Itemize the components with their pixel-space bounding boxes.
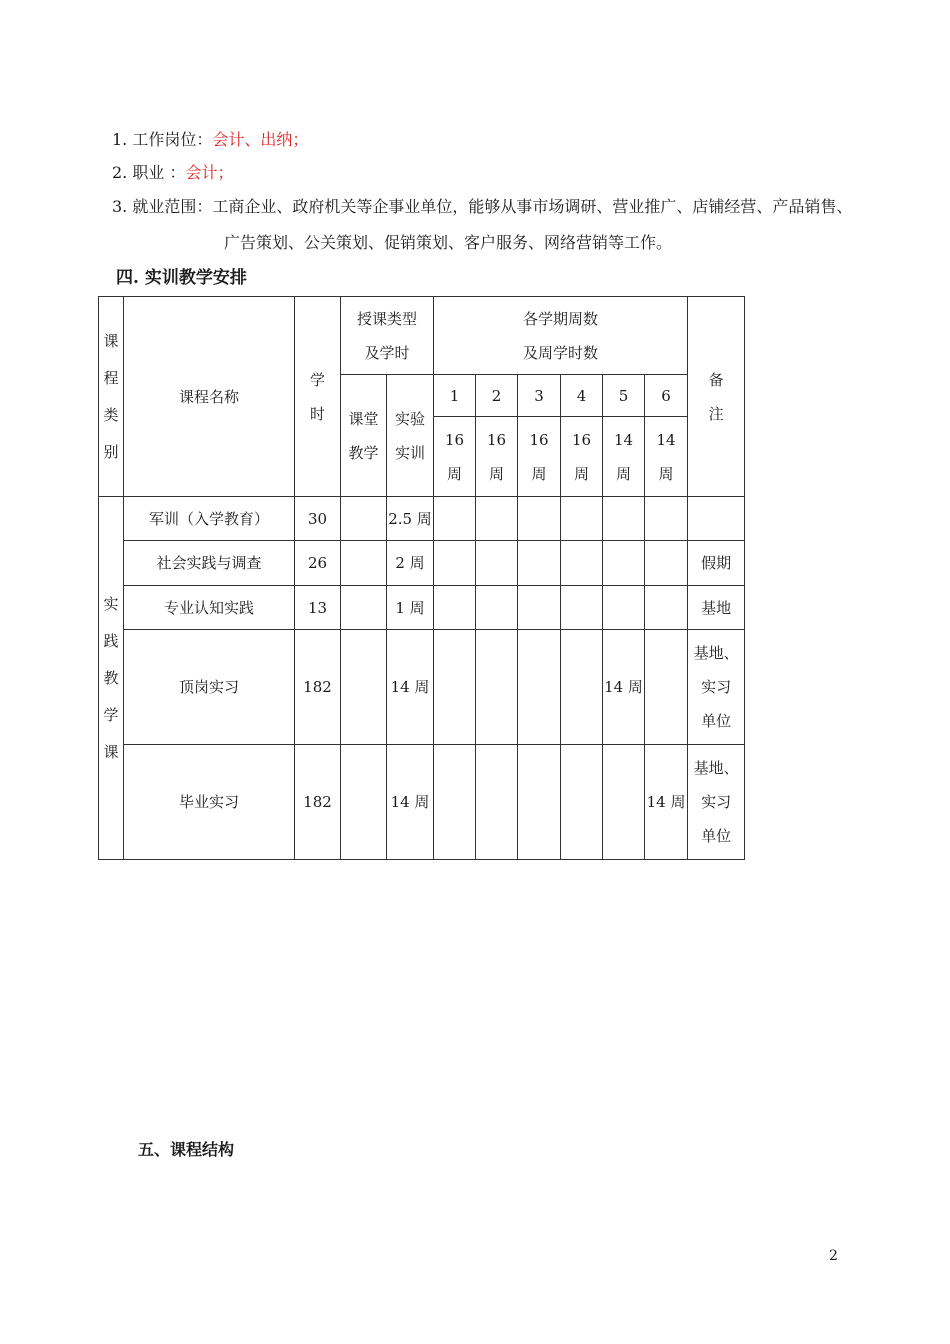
course-lab: 2 周 (387, 541, 434, 586)
employment-scope-line-2: 广告策划、公关策划、促销策划、客户服务、网络营销等工作。 (224, 233, 673, 252)
course-classroom (341, 497, 387, 541)
header-semester-4: 4 (561, 375, 603, 417)
category-practice (99, 497, 124, 860)
weeks-3-unit: 周 (531, 464, 547, 483)
course-s3 (518, 541, 561, 586)
remarks-line: 实习 (701, 678, 732, 696)
remarks-line: 基地、 (693, 759, 739, 777)
header-lab-line2: 实训 (395, 443, 426, 462)
header-teaching-type-line2: 及学时 (364, 343, 410, 362)
course-lab: 14 周 (387, 745, 434, 860)
header-classroom-line1: 课堂 (348, 409, 379, 428)
header-hours (295, 297, 341, 497)
table-row (99, 745, 745, 860)
header-semester-5: 5 (603, 375, 645, 417)
occupation-label: 2. 职业 ： (112, 163, 186, 182)
course-s6 (645, 497, 688, 541)
table-row (99, 497, 745, 541)
header-semester-3: 3 (518, 375, 561, 417)
table-row (99, 630, 745, 745)
remarks-line: 单位 (701, 712, 732, 730)
header-weeks-4 (561, 417, 603, 497)
course-hours: 182 (295, 630, 341, 745)
course-hours: 182 (295, 745, 341, 860)
course-name: 专业认知实践 (124, 586, 295, 630)
course-s3 (518, 586, 561, 630)
course-s6 (645, 541, 688, 586)
header-lab-line1: 实验 (395, 409, 426, 428)
header-teaching-type-line1: 授课类型 (357, 309, 418, 328)
remarks-line: 实习 (701, 793, 732, 811)
header-semester-group-line2: 及周学时数 (523, 343, 599, 362)
header-weeks-1 (434, 417, 476, 497)
course-s2 (476, 586, 518, 630)
course-lab: 14 周 (387, 630, 434, 745)
header-weeks-3 (518, 417, 561, 497)
course-s5 (603, 586, 645, 630)
course-s6 (645, 630, 688, 745)
header-course-name: 课程名称 (124, 297, 295, 497)
header-remarks-text: 备注 (708, 370, 724, 423)
course-s4 (561, 497, 603, 541)
course-s2 (476, 541, 518, 586)
course-remarks (688, 630, 745, 745)
header-teaching-type (341, 297, 434, 375)
header-semester-group-line1: 各学期周数 (523, 309, 599, 328)
weeks-1-unit: 周 (447, 464, 463, 483)
course-s4 (561, 745, 603, 860)
header-semester-2: 2 (476, 375, 518, 417)
course-s2 (476, 745, 518, 860)
course-remarks (688, 497, 745, 541)
course-s5 (603, 541, 645, 586)
course-s5: 14 周 (603, 630, 645, 745)
course-classroom (341, 586, 387, 630)
course-s3 (518, 630, 561, 745)
course-s6: 14 周 (645, 745, 688, 860)
course-s1 (434, 541, 476, 586)
section-4-title: 四. 实训教学安排 (116, 268, 247, 288)
course-hours: 30 (295, 497, 341, 541)
course-s1 (434, 586, 476, 630)
page-number: 2 (829, 1248, 838, 1264)
course-name: 军训（入学教育） (124, 497, 295, 541)
weeks-2-unit: 周 (489, 464, 505, 483)
remarks-line: 基地、 (693, 644, 739, 662)
header-weeks-6 (645, 417, 688, 497)
course-remarks (688, 745, 745, 860)
weeks-3-num: 16 (529, 430, 549, 449)
job-position-line (112, 127, 308, 150)
occupation-value: 会计； (185, 163, 234, 182)
header-classroom-line2: 教学 (348, 443, 379, 462)
category-practice-text: 实践教学课 (103, 594, 119, 761)
course-hours: 13 (295, 586, 341, 630)
course-s4 (561, 630, 603, 745)
header-semester-1: 1 (434, 375, 476, 417)
course-name: 社会实践与调查 (124, 541, 295, 586)
course-classroom (341, 745, 387, 860)
course-s5 (603, 497, 645, 541)
course-lab: 1 周 (387, 586, 434, 630)
remarks-line: 单位 (701, 827, 732, 845)
course-remarks: 基地 (688, 586, 745, 630)
occupation-line (112, 160, 233, 183)
table-row (99, 541, 745, 586)
course-s4 (561, 586, 603, 630)
weeks-6-num: 14 (656, 430, 676, 449)
course-s2 (476, 497, 518, 541)
weeks-2-num: 16 (486, 430, 507, 449)
table-row (99, 586, 745, 630)
header-weeks-2 (476, 417, 518, 497)
course-s1 (434, 497, 476, 541)
header-lab (387, 375, 434, 497)
course-s4 (561, 541, 603, 586)
course-s5 (603, 745, 645, 860)
section-5-title: 五、课程结构 (138, 1140, 235, 1159)
course-s3 (518, 497, 561, 541)
weeks-5-num: 14 (613, 430, 634, 449)
header-category-text: 课程类别 (103, 331, 119, 461)
course-hours: 26 (295, 541, 341, 586)
course-name: 毕业实习 (124, 745, 295, 860)
course-name: 顶岗实习 (124, 630, 295, 745)
header-classroom (341, 375, 387, 497)
weeks-4-unit: 周 (574, 464, 590, 483)
weeks-6-unit: 周 (658, 464, 674, 483)
header-weeks-5 (603, 417, 645, 497)
course-remarks: 假期 (688, 541, 745, 586)
weeks-1-num: 16 (444, 430, 465, 449)
header-category (99, 297, 124, 497)
course-s1 (434, 745, 476, 860)
course-lab: 2.5 周 (387, 497, 434, 541)
course-s1 (434, 630, 476, 745)
course-classroom (341, 630, 387, 745)
header-remarks (688, 297, 745, 497)
course-s2 (476, 630, 518, 745)
course-s6 (645, 586, 688, 630)
job-position-label: 1. 工作岗位： (112, 130, 213, 149)
weeks-4-num: 16 (571, 430, 592, 449)
employment-scope-line: 3. 就业范围：工商企业、政府机关等企事业单位，能够从事市场调研、营业推广、店铺经营、产品销售、 (112, 197, 853, 216)
weeks-5-unit: 周 (616, 464, 632, 483)
training-schedule-table (98, 296, 745, 860)
job-position-value: 会计、出纳； (212, 130, 309, 149)
course-classroom (341, 541, 387, 586)
header-semester-6: 6 (645, 375, 688, 417)
header-hours-text: 学时 (310, 370, 326, 423)
header-semester-group (434, 297, 688, 375)
course-s3 (518, 745, 561, 860)
